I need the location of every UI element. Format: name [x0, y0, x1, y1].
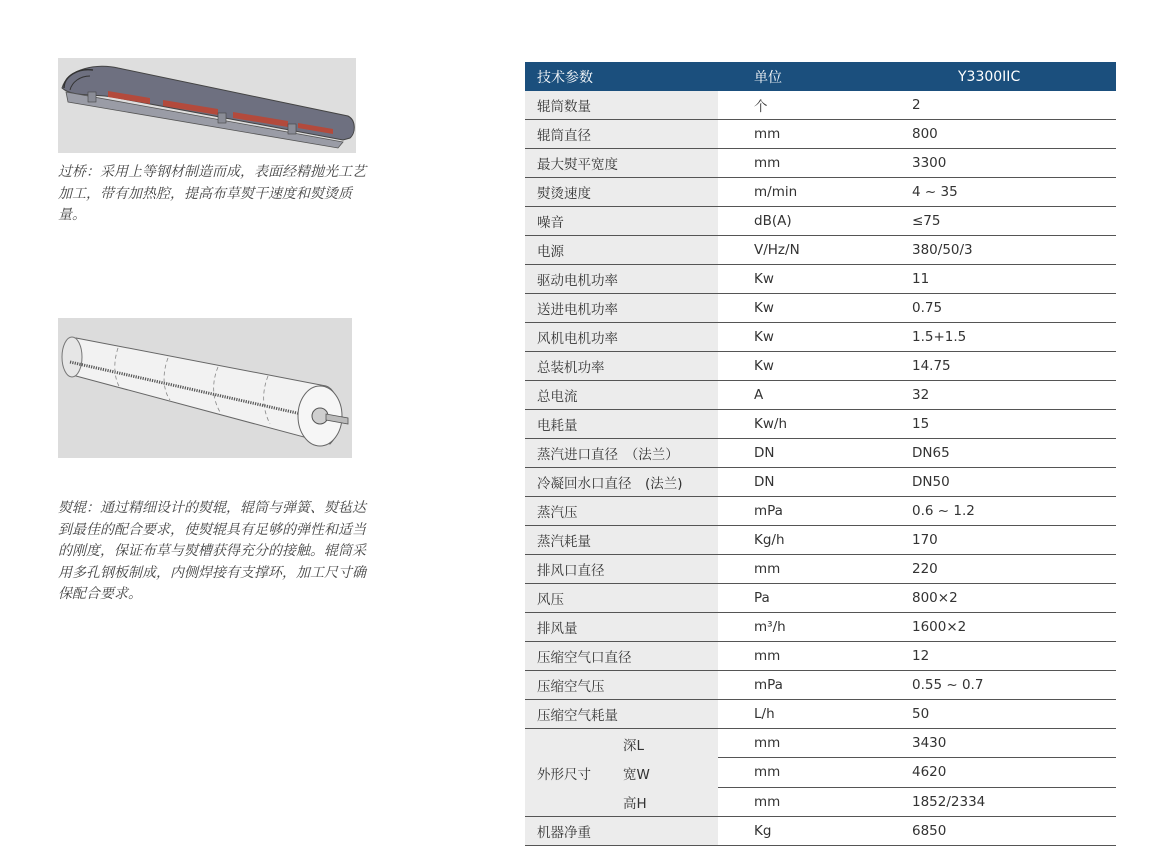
param-name: 冷凝回水口直径 (法兰) — [525, 468, 718, 497]
param-name: 噪音 — [525, 207, 718, 236]
dimensions-group-cell — [525, 729, 718, 817]
param-unit: DN — [718, 439, 864, 468]
param-unit: 个 — [718, 91, 864, 120]
param-unit: mm — [718, 120, 864, 149]
table-row — [525, 236, 1116, 265]
param-unit: A — [718, 381, 864, 410]
param-unit: m/min — [718, 178, 864, 207]
param-value: 11 — [864, 265, 1116, 294]
param-value: DN50 — [864, 468, 1116, 497]
param-name: 蒸汽压 — [525, 497, 718, 526]
table-row — [525, 439, 1116, 468]
table-row — [525, 526, 1116, 555]
table-row — [525, 584, 1116, 613]
param-name: 风压 — [525, 584, 718, 613]
param-value: 0.6 ~ 1.2 — [864, 497, 1116, 526]
param-unit: V/Hz/N — [718, 236, 864, 265]
param-name: 压缩空气耗量 — [525, 700, 718, 729]
param-value: 380/50/3 — [864, 236, 1116, 265]
param-unit: mm — [718, 642, 864, 671]
param-value: 32 — [864, 381, 1116, 410]
param-name: 压缩空气压 — [525, 671, 718, 700]
roller-image — [58, 318, 352, 458]
param-value: 3430 — [864, 729, 1116, 758]
table-row — [525, 120, 1116, 149]
spec-table — [525, 62, 1116, 846]
param-value: 0.75 — [864, 294, 1116, 323]
param-value: 15 — [864, 410, 1116, 439]
param-name: 蒸汽耗量 — [525, 526, 718, 555]
dimensions-label: 外形尺寸 — [537, 766, 591, 783]
param-unit: mm — [718, 787, 864, 816]
table-row — [525, 381, 1116, 410]
table-row — [525, 700, 1116, 729]
bridge-image — [58, 58, 356, 153]
param-name: 电源 — [525, 236, 718, 265]
param-name: 电耗量 — [525, 410, 718, 439]
param-value: ≤75 — [864, 207, 1116, 236]
table-row — [525, 265, 1116, 294]
table-row — [525, 178, 1116, 207]
param-name: 排风口直径 — [525, 555, 718, 584]
param-value: 1852/2334 — [864, 787, 1116, 816]
param-name: 驱动电机功率 — [525, 265, 718, 294]
param-unit: mm — [718, 758, 864, 787]
param-value: 170 — [864, 526, 1116, 555]
param-unit: Kg/h — [718, 526, 864, 555]
param-value: 3300 — [864, 149, 1116, 178]
param-unit: mm — [718, 729, 864, 758]
param-name: 压缩空气口直径 — [525, 642, 718, 671]
dimension-row-depth — [525, 729, 1116, 758]
param-name: 排风量 — [525, 613, 718, 642]
param-name: 机器净重 — [525, 817, 718, 846]
table-row — [525, 352, 1116, 381]
dimension-depth-label: 深L — [623, 737, 645, 754]
param-value: 1600×2 — [864, 613, 1116, 642]
header-model: Y3300IIC — [864, 62, 1116, 91]
param-name: 最大熨平宽度 — [525, 149, 718, 178]
table-row — [525, 671, 1116, 700]
param-name: 总装机功率 — [525, 352, 718, 381]
param-unit: DN — [718, 468, 864, 497]
param-name: 蒸汽进口直径 （法兰） — [525, 439, 718, 468]
param-unit: mm — [718, 149, 864, 178]
param-unit: m³/h — [718, 613, 864, 642]
param-value: 50 — [864, 700, 1116, 729]
param-value: 4620 — [864, 758, 1116, 787]
param-value: DN65 — [864, 439, 1116, 468]
param-unit: Kw/h — [718, 410, 864, 439]
param-name: 辊筒数量 — [525, 91, 718, 120]
roller-caption: 熨辊：通过精细设计的熨辊，辊筒与弹簧、熨毡达到最佳的配合要求，使熨辊具有足够的弹性和适当的刚度，保证布草与熨槽获得充分的接触。辊筒采用多孔钢板制成，内侧焊接有支撑环，加工尺寸确保配合要求。 — [58, 500, 366, 602]
table-row — [525, 497, 1116, 526]
param-name: 辊筒直径 — [525, 120, 718, 149]
param-unit: L/h — [718, 700, 864, 729]
param-unit: mPa — [718, 671, 864, 700]
dimension-height-label: 高H — [623, 795, 647, 812]
param-value: 4 ~ 35 — [864, 178, 1116, 207]
table-row — [525, 817, 1116, 846]
param-value: 0.55 ~ 0.7 — [864, 671, 1116, 700]
param-unit: Kg — [718, 817, 864, 846]
param-value: 14.75 — [864, 352, 1116, 381]
param-unit: dB(A) — [718, 207, 864, 236]
param-value: 6850 — [864, 817, 1116, 846]
param-name: 风机电机功率 — [525, 323, 718, 352]
spec-table-header — [525, 62, 1116, 91]
param-unit: Kw — [718, 323, 864, 352]
table-row — [525, 149, 1116, 178]
param-name: 总电流 — [525, 381, 718, 410]
table-row — [525, 91, 1116, 120]
param-value: 220 — [864, 555, 1116, 584]
table-row — [525, 207, 1116, 236]
header-unit: 单位 — [718, 62, 864, 91]
param-unit: Kw — [718, 352, 864, 381]
param-value: 1.5+1.5 — [864, 323, 1116, 352]
param-unit: Kw — [718, 265, 864, 294]
table-row — [525, 410, 1116, 439]
table-row — [525, 468, 1116, 497]
table-row — [525, 555, 1116, 584]
param-value: 800×2 — [864, 584, 1116, 613]
table-row — [525, 294, 1116, 323]
table-row — [525, 613, 1116, 642]
param-unit: mm — [718, 555, 864, 584]
table-row — [525, 323, 1116, 352]
header-parameter: 技术参数 — [525, 62, 718, 91]
param-value: 800 — [864, 120, 1116, 149]
param-unit: Pa — [718, 584, 864, 613]
param-value: 12 — [864, 642, 1116, 671]
param-name: 送进电机功率 — [525, 294, 718, 323]
bridge-caption: 过桥：采用上等钢材制造而成，表面经精抛光工艺加工，带有加热腔，提高布草熨干速度和熨烫质量。 — [58, 164, 366, 223]
dimension-width-label: 宽W — [623, 766, 650, 783]
param-unit: mPa — [718, 497, 864, 526]
param-unit: Kw — [718, 294, 864, 323]
param-name: 熨烫速度 — [525, 178, 718, 207]
table-row — [525, 642, 1116, 671]
param-value: 2 — [864, 91, 1116, 120]
